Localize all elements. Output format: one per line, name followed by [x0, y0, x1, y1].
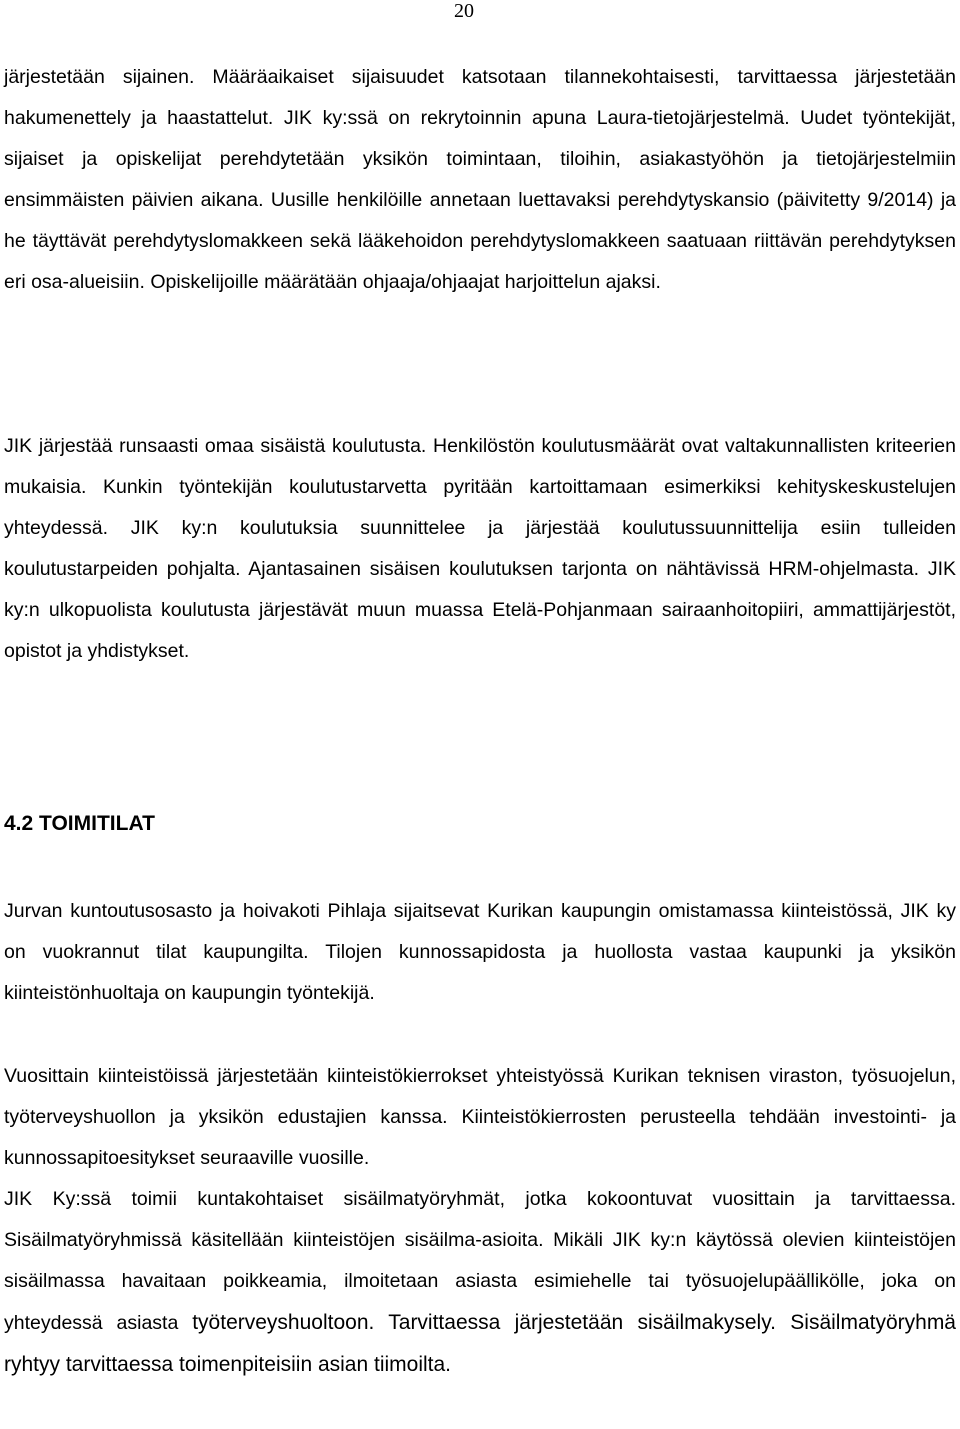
indoor-air-text-part1: JIK Ky:ssä toimii kuntakohtaiset sisäilmatyöryhmät, jotka kokoontuvat vuosittain ja tarvittaessa. Sisäilmatyöryhmissä käsitellään kiinteistöjen sisäilma-asioita. Mikäli JIK ky:n käytössä olevien kiinteistöjen sisäilmassa havaitaan poikkeamia, ilmoitetaan asiasta esimiehelle tai työsuojelupäällikölle, joka on yhteydessä asiasta [4, 1188, 956, 1334]
indoor-air-text-part2: työterveyshuoltoon. Tarvittaessa järjestetään sisäilmakysely. Sisäilmatyöryhmä ryhtyy tarvittaessa toimenpiteisiin asian tiimoilta. [4, 1311, 956, 1376]
paragraph-recruitment-orientation: järjestetään sijainen. Määräaikaiset sijaisuudet katsotaan tilannekohtaisesti, tarvittaessa järjestetään hakumenettely ja haastattelut. JIK ky:ssä on rekrytoinnin apuna Laura-tietojärjestelmä. Uudet työntekijät, sijaiset ja opiskelijat perehdytetään yksikön toimintaan, tiloihin, asiakastyöhön ja tietojärjestelmiin ensimmäisten päivien aikana. Uusille henkilöille annetaan luettavaksi perehdytyskansio (päivitetty 9/2014) ja he täyttävät perehdytyslomakkeen sekä lääkehoidon perehdytyslomakkeen saatuaan riittävän perehdytyksen eri osa-alueisiin. Opiskelijoille määrätään ohjaaja/ohjaajat harjoittelun ajaksi. [4, 66, 956, 293]
paragraph-indoor-air-groups [4, 1179, 956, 1386]
section-heading: 4.2 TOIMITILAT [4, 812, 155, 835]
paragraph-property-inspections: Vuosittain kiinteistöissä järjestetään kiinteistökierrokset yhteistyössä Kurikan teknisen viraston, työsuojelun, työterveyshuollon ja yksikön edustajien kanssa. Kiinteistökierrosten perusteella tehdään investointi- ja kunnossapitoesitykset seuraaville vuosille. [4, 1065, 956, 1169]
paragraph-internal-training: JIK järjestää runsaasti omaa sisäistä koulutusta. Henkilöstön koulutusmäärät ovat valtakunnallisten kriteerien mukaisia. Kunkin työntekijän koulutustarvetta pyritään kartoittamaan esimerkiksi kehityskeskustelujen yhteydessä. JIK ky:n koulutuksia suunnittelee ja järjestää koulutussuunnittelija esiin tulleiden koulutustarpeiden pohjalta. Ajantasainen sisäisen koulutuksen tarjonta on nähtävissä HRM-ohjelmasta. JIK ky:n ulkopuolista koulutusta järjestävät muun muassa Etelä-Pohjanmaan sairaanhoitopiiri, ammattijärjestöt, opistot ja yhdistykset. [4, 435, 956, 662]
paragraph-premises: Jurvan kuntoutusosasto ja hoivakoti Pihlaja sijaitsevat Kurikan kaupungin omistamassa kiinteistössä, JIK ky on vuokrannut tilat kaupungilta. Tilojen kunnossapidosta ja huollosta vastaa kaupunki ja yksikön kiinteistönhuoltaja on kaupungin työntekijä. [4, 900, 956, 1004]
page-number: 20 [454, 0, 474, 22]
